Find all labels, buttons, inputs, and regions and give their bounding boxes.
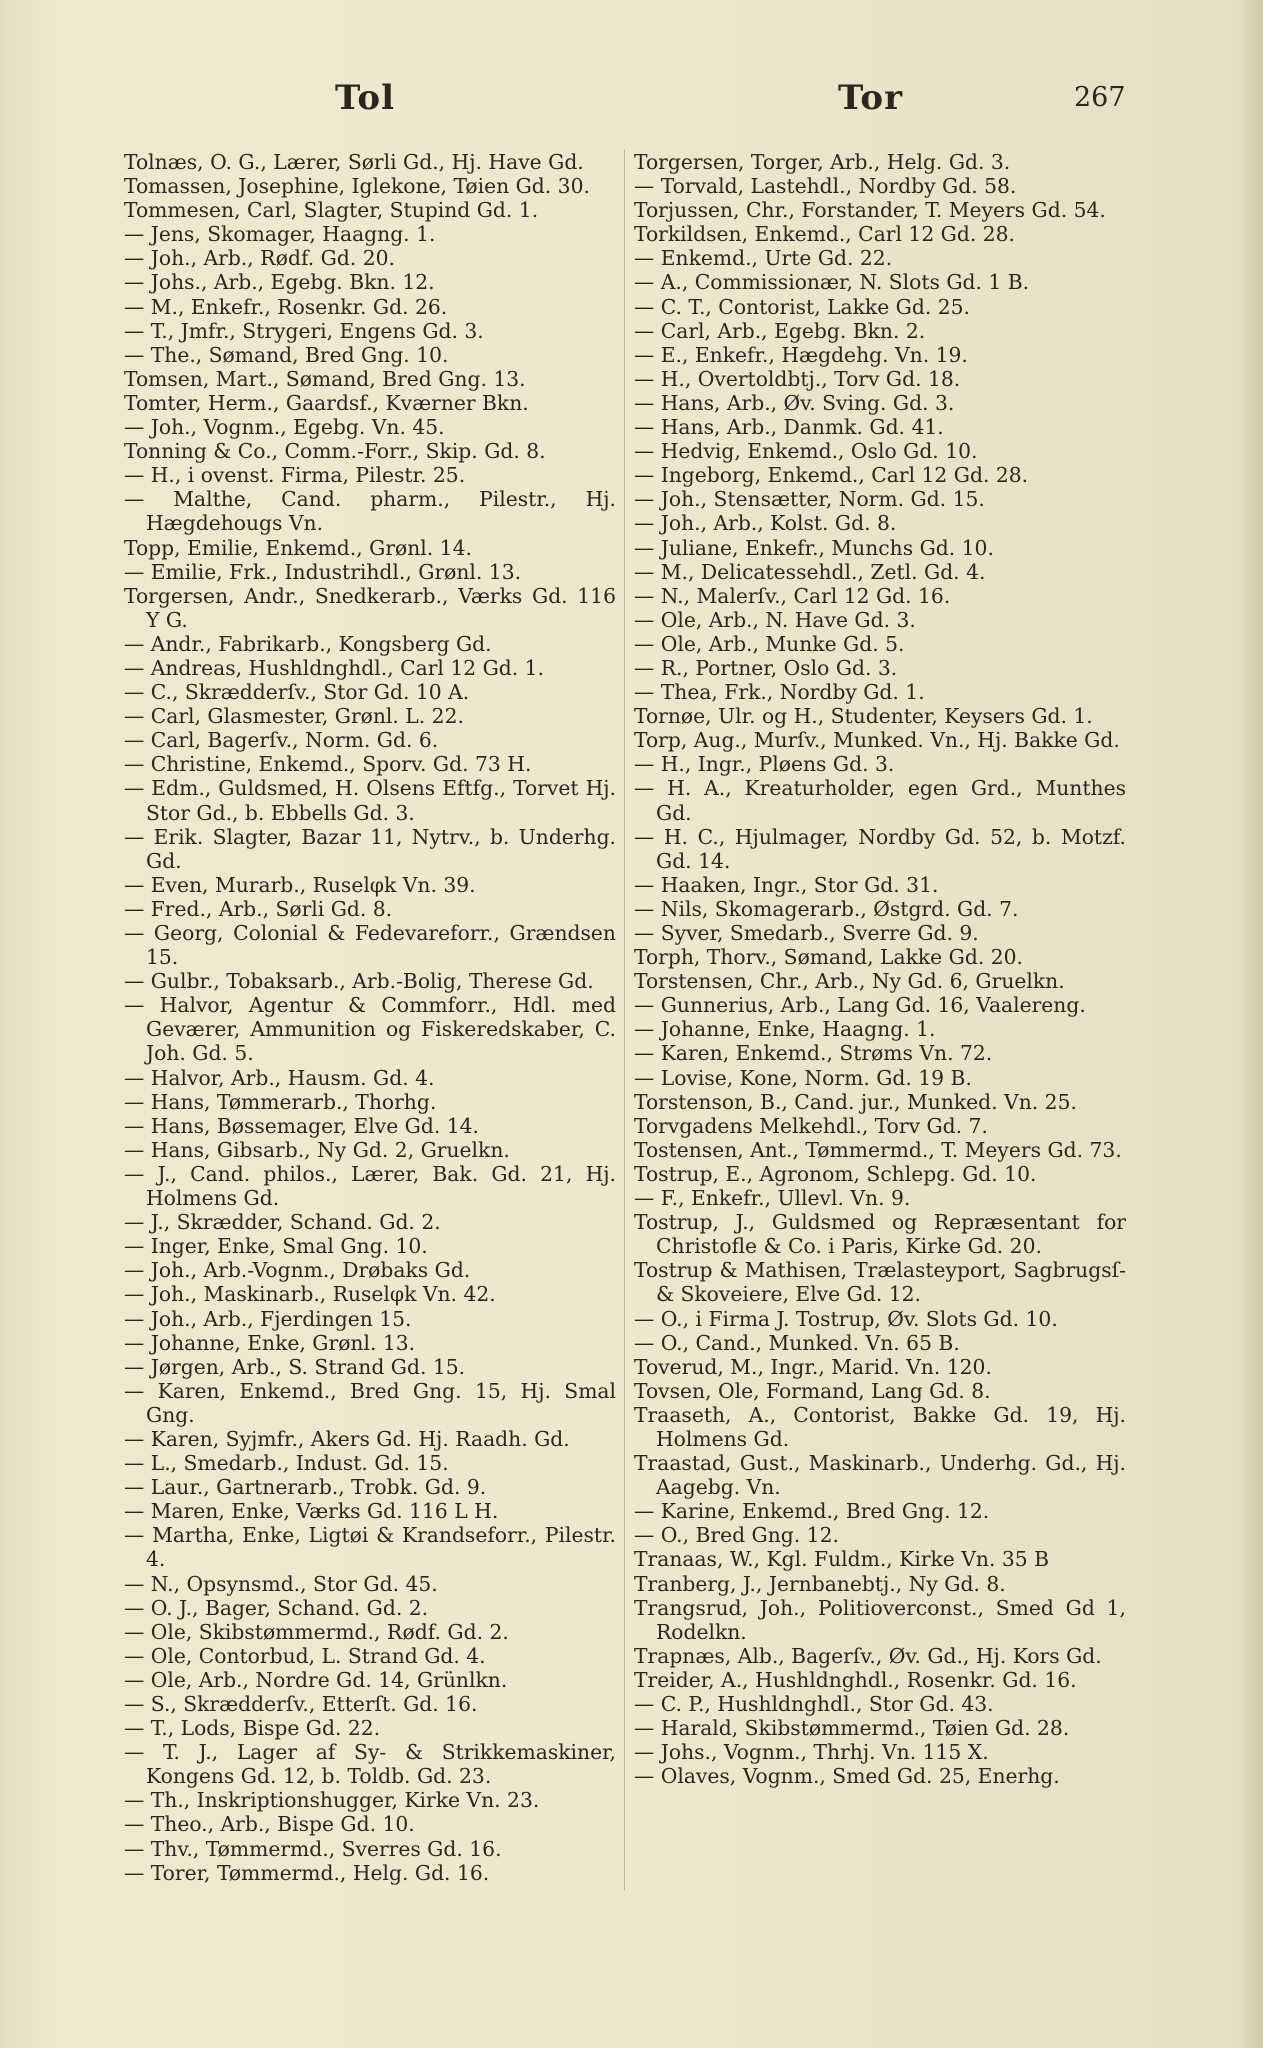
directory-entry: — Carl, Arb., Egebg. Bkn. 2. — [634, 318, 926, 343]
directory-entry: — Thv., Tømmermd., Sverres Gd. 16. — [124, 1836, 502, 1861]
directory-entry: Torkildsen, Enkemd., Carl 12 Gd. 28. — [634, 222, 1016, 247]
directory-entry: — Martha, Enke, Ligtøi & Krandseforr., Pilestr. 4. — [124, 1523, 616, 1572]
directory-entry: Tostrup, J., Guldsmed og Repræsentant for Christofle & Co. i Paris, Kirke Gd. 20. — [634, 1210, 1126, 1259]
directory-entry: — Nils, Skomagerarb., Østgrd. Gd. 7. — [634, 896, 1019, 921]
directory-entry: — T., Jmfr., Strygeri, Engens Gd. 3. — [124, 318, 484, 343]
directory-entry: — Harald, Skibstømmermd., Tøien Gd. 28. — [634, 1716, 1070, 1741]
directory-entry: — H., i ovenst. Firma, Pilestr. 25. — [124, 463, 466, 488]
page-edge-shadow — [1237, 0, 1263, 2048]
directory-entry: — Halvor, Arb., Hausm. Gd. 4. — [124, 1065, 435, 1090]
directory-entry: — Fred., Arb., Sørli Gd. 8. — [124, 896, 393, 921]
directory-entry: — L., Smedarb., Indust. Gd. 15. — [124, 1451, 449, 1476]
directory-entry: Tolnæs, O. G., Lærer, Sørli Gd., Hj. Have Gd. — [124, 150, 584, 174]
directory-entry: Torp, Aug., Murſv., Munked. Vn., Hj. Bakke Gd. — [634, 728, 1120, 753]
directory-entry: Topp, Emilie, Enkemd., Grønl. 14. — [124, 535, 472, 560]
directory-entry: — Hans, Bøssemager, Elve Gd. 14. — [124, 1113, 480, 1138]
directory-entry: — J., Skrædder, Schand. Gd. 2. — [124, 1210, 441, 1235]
directory-entry: — Carl, Glasmester, Grønl. L. 22. — [124, 704, 464, 729]
directory-entry: — Inger, Enke, Smal Gng. 10. — [124, 1234, 428, 1259]
directory-entry: — Erik. Slagter, Bazar 11, Nytrv., b. Underhg. Gd. — [124, 824, 616, 873]
directory-entry: — Thea, Frk., Nordby Gd. 1. — [634, 680, 925, 705]
directory-entry: — Joh., Stensætter, Norm. Gd. 15. — [634, 487, 985, 512]
directory-entry: — Gunnerius, Arb., Lang Gd. 16, Vaalereng. — [634, 993, 1086, 1018]
directory-entry: — Torer, Tømmermd., Helg. Gd. 16. — [124, 1860, 490, 1885]
directory-entry: — The., Sømand, Bred Gng. 10. — [124, 342, 449, 367]
directory-entry: Tonning & Co., Comm.-Forr., Skip. Gd. 8. — [124, 439, 546, 464]
directory-entry: Tomassen, Josephine, Iglekone, Tøien Gd. 30. — [124, 174, 590, 199]
directory-entry: Torstenson, B., Cand. jur., Munked. Vn. 25. — [634, 1089, 1077, 1114]
directory-entry: — M., Delicatessehdl., Zetl. Gd. 4. — [634, 559, 986, 584]
column-divider — [624, 150, 625, 1890]
directory-entry: — F., Enkefr., Ullevl. Vn. 9. — [634, 1186, 911, 1211]
directory-entry: Traaseth, A., Contorist, Bakke Gd. 19, Hj. Holmens Gd. — [634, 1402, 1126, 1451]
directory-entry: — Ole, Arb., Munke Gd. 5. — [634, 631, 905, 656]
directory-entry: — O., Bred Gng. 12. — [634, 1523, 839, 1548]
directory-entry: — Johanne, Enke, Haagng. 1. — [634, 1017, 936, 1042]
directory-entry: — Edm., Guldsmed, H. Olsens Eftfg., Torvet Hj. Stor Gd., b. Ebbells Gd. 3. — [124, 776, 616, 825]
directory-entry: Tomsen, Mart., Sømand, Bred Gng. 13. — [124, 366, 526, 391]
directory-entry: — Halvor, Agentur & Commforr., Hdl. med Geværer, Ammunition og Fiskeredskaber, C. Joh. Gd. 5. — [124, 993, 616, 1066]
directory-entry: Trangsrud, Joh., Politioverconst., Smed Gd 1, Rodelkn. — [634, 1595, 1126, 1644]
directory-entry: — Malthe, Cand. pharm., Pilestr., Hj. Hægdehougs Vn. — [124, 487, 616, 536]
directory-entry: — Ole, Arb., N. Have Gd. 3. — [634, 607, 916, 632]
directory-entry: — Joh., Arb.-Vognm., Drøbaks Gd. — [124, 1258, 471, 1283]
directory-entry: — O. J., Bager, Schand. Gd. 2. — [124, 1595, 429, 1620]
directory-entry: — T. J., Lager af Sy- & Strikkemaskiner, Kongens Gd. 12, b. Toldb. Gd. 23. — [124, 1740, 616, 1789]
directory-entry: — Joh., Vognm., Egebg. Vn. 45. — [124, 415, 445, 440]
directory-entry: — Jens, Skomager, Haagng. 1. — [124, 222, 436, 247]
directory-entry: — Hans, Tømmerarb., Thorhg. — [124, 1089, 437, 1114]
directory-entry: Toverud, M., Ingr., Marid. Vn. 120. — [634, 1354, 992, 1379]
directory-entry: Torph, Thorv., Sømand, Lakke Gd. 20. — [634, 945, 1023, 970]
directory-entry: — R., Portner, Oslo Gd. 3. — [634, 655, 898, 680]
directory-entry: Torvgadens Melkehdl., Torv Gd. 7. — [634, 1113, 988, 1138]
directory-entry: — Johanne, Enke, Grønl. 13. — [124, 1330, 416, 1355]
directory-entry: — Karen, Enkemd., Bred Gng. 15, Hj. Smal Gng. — [124, 1378, 616, 1427]
directory-entry: Tranberg, J., Jernbanebtj., Ny Gd. 8. — [634, 1571, 1006, 1596]
directory-entry: — Karen, Syjmfr., Akers Gd. Hj. Raadh. Gd. — [124, 1426, 570, 1451]
directory-entry: — Carl, Bagerſv., Norm. Gd. 6. — [124, 728, 439, 753]
directory-entry: — Joh., Arb., Fjerdingen 15. — [124, 1306, 412, 1331]
directory-entry: — Karen, Enkemd., Strøms Vn. 72. — [634, 1041, 993, 1066]
directory-entry: — O., i Firma J. Tostrup, Øv. Slots Gd. 10. — [634, 1306, 1058, 1331]
directory-entry: — Hans, Arb., Danmk. Gd. 41. — [634, 415, 944, 440]
page-number: 267 — [1074, 82, 1126, 113]
directory-entry: — O., Cand., Munked. Vn. 65 B. — [634, 1330, 960, 1355]
left-column — [124, 150, 616, 1885]
directory-entry: — Ole, Arb., Nordre Gd. 14, Grünlkn. — [124, 1667, 508, 1692]
directory-entry: Tommesen, Carl, Slagter, Stupind Gd. 1. — [124, 198, 539, 223]
directory-entry: — Juliane, Enkefr., Munchs Gd. 10. — [634, 535, 994, 560]
directory-entry: — Enkemd., Urte Gd. 22. — [634, 246, 893, 271]
directory-entry: — M., Enkefr., Rosenkr. Gd. 26. — [124, 294, 448, 319]
directory-entry: — Emilie, Frk., Industrihdl., Grønl. 13. — [124, 559, 522, 584]
directory-entry: — Laur., Gartnerarb., Trobk. Gd. 9. — [124, 1475, 487, 1500]
directory-entry: — N., Malerſv., Carl 12 Gd. 16. — [634, 583, 951, 608]
directory-entry: Torjussen, Chr., Forstander, T. Meyers Gd. 54. — [634, 198, 1106, 223]
left-running-head: Tol — [335, 78, 395, 118]
directory-entry: — Christine, Enkemd., Sporv. Gd. 73 H. — [124, 752, 532, 777]
directory-entry: — C. P., Hushldnghdl., Stor Gd. 43. — [634, 1692, 994, 1716]
directory-entry: Torstensen, Chr., Arb., Ny Gd. 6, Gruelkn. — [634, 969, 1065, 994]
directory-entry: — Lovise, Kone, Norm. Gd. 19 B. — [634, 1065, 972, 1090]
directory-entry: — Johs., Arb., Egebg. Bkn. 12. — [124, 270, 435, 295]
directory-entry: — Ingeborg, Enkemd., Carl 12 Gd. 28. — [634, 463, 1029, 488]
directory-entry: Torgersen, Torger, Arb., Helg. Gd. 3. — [634, 150, 1011, 174]
right-column — [634, 150, 1126, 1788]
directory-entry: — N., Opsynsmd., Stor Gd. 45. — [124, 1571, 438, 1596]
directory-entry: Tostensen, Ant., Tømmermd., T. Meyers Gd. 73. — [634, 1137, 1122, 1162]
directory-entry: — Ole, Skibstømmermd., Rødf. Gd. 2. — [124, 1619, 509, 1644]
directory-entry: — C., Skrædderſv., Stor Gd. 10 A. — [124, 680, 470, 705]
directory-entry: Tovsen, Ole, Formand, Lang Gd. 8. — [634, 1378, 991, 1403]
directory-entry: — A., Commissionær, N. Slots Gd. 1 B. — [634, 270, 1030, 295]
directory-entry: Tranaas, W., Kgl. Fuldm., Kirke Vn. 35 B — [634, 1547, 1050, 1572]
directory-entry: — C. T., Contorist, Lakke Gd. 25. — [634, 294, 971, 319]
directory-entry: — Johs., Vognm., Thrhj. Vn. 115 X. — [634, 1740, 989, 1765]
directory-entry: — Joh., Arb., Rødf. Gd. 20. — [124, 246, 395, 271]
right-running-head: Tor — [838, 78, 903, 118]
directory-entry: — Hans, Arb., Øv. Sving. Gd. 3. — [634, 390, 955, 415]
directory-entry: Tostrup, E., Agronom, Schlepg. Gd. 10. — [634, 1161, 1037, 1186]
directory-entry: — Haaken, Ingr., Stor Gd. 31. — [634, 872, 939, 897]
directory-entry: — Ole, Contorbud, L. Strand Gd. 4. — [124, 1643, 486, 1668]
directory-entry: Tornøe, Ulr. og H., Studenter, Keysers Gd. 1. — [634, 704, 1093, 729]
directory-entry: Tomter, Herm., Gaardsf., Kværner Bkn. — [124, 390, 529, 415]
directory-entry: — Andreas, Hushldnghdl., Carl 12 Gd. 1. — [124, 655, 545, 680]
page-header — [0, 78, 1263, 128]
directory-entry: — Georg, Colonial & Fedevareforr., Grændsen 15. — [124, 921, 616, 970]
directory-entry: Treider, A., Hushldnghdl., Rosenkr. Gd. 16. — [634, 1667, 1077, 1692]
directory-entry: — H. A., Kreaturholder, egen Grd., Munthes Gd. — [634, 776, 1126, 825]
directory-entry: — T., Lods, Bispe Gd. 22. — [124, 1716, 381, 1741]
directory-entry: — J., Cand. philos., Lærer, Bak. Gd. 21, Hj. Holmens Gd. — [124, 1161, 616, 1211]
directory-entry: — Maren, Enke, Værks Gd. 116 L H. — [124, 1499, 499, 1524]
directory-entry: — Torvald, Lastehdl., Nordby Gd. 58. — [634, 174, 1017, 199]
directory-entry: — Hedvig, Enkemd., Oslo Gd. 10. — [634, 439, 978, 464]
directory-entry: Tostrup & Mathisen, Trælasteyport, Sagbrugsſ- & Skoveiere, Elve Gd. 12. — [634, 1258, 1126, 1307]
directory-entry: — E., Enkefr., Hægdehg. Vn. 19. — [634, 342, 968, 367]
directory-entry: — Joh., Maskinarb., Ruselφk Vn. 42. — [124, 1282, 496, 1307]
directory-entry: — Theo., Arb., Bispe Gd. 10. — [124, 1812, 415, 1837]
directory-entry: — S., Skrædderſv., Etterſt. Gd. 16. — [124, 1692, 478, 1716]
directory-entry: — Jørgen, Arb., S. Strand Gd. 15. — [124, 1354, 466, 1379]
directory-entry: — Hans, Gibsarb., Ny Gd. 2, Gruelkn. — [124, 1137, 510, 1162]
directory-entry: — H., Ingr., Pløens Gd. 3. — [634, 752, 895, 777]
directory-entry: — Andr., Fabrikarb., Kongsberg Gd. — [124, 631, 492, 656]
directory-entry: Torgersen, Andr., Snedkerarb., Værks Gd. 116 Y G. — [124, 583, 616, 632]
directory-entry: — Th., Inskriptionshugger, Kirke Vn. 23. — [124, 1788, 540, 1813]
directory-entry: Traastad, Gust., Maskinarb., Underhg. Gd., Hj. Aagebg. Vn. — [634, 1451, 1126, 1500]
directory-entry: — Joh., Arb., Kolst. Gd. 8. — [634, 511, 897, 536]
directory-entry: — Even, Murarb., Ruselφk Vn. 39. — [124, 872, 476, 897]
directory-entry: Trapnæs, Alb., Bagerſv., Øv. Gd., Hj. Kors Gd. — [634, 1643, 1102, 1668]
directory-entry: — H., Overtoldbtj., Torv Gd. 18. — [634, 366, 961, 391]
directory-entry: — Gulbr., Tobaksarb., Arb.-Bolig, Therese Gd. — [124, 969, 594, 994]
directory-entry: — Olaves, Vognm., Smed Gd. 25, Enerhg. — [634, 1764, 1060, 1789]
directory-entry: — H. C., Hjulmager, Nordby Gd. 52, b. Motzf. Gd. 14. — [634, 824, 1126, 873]
directory-entry: — Syver, Smedarb., Sverre Gd. 9. — [634, 921, 979, 945]
directory-entry: — Karine, Enkemd., Bred Gng. 12. — [634, 1499, 990, 1524]
